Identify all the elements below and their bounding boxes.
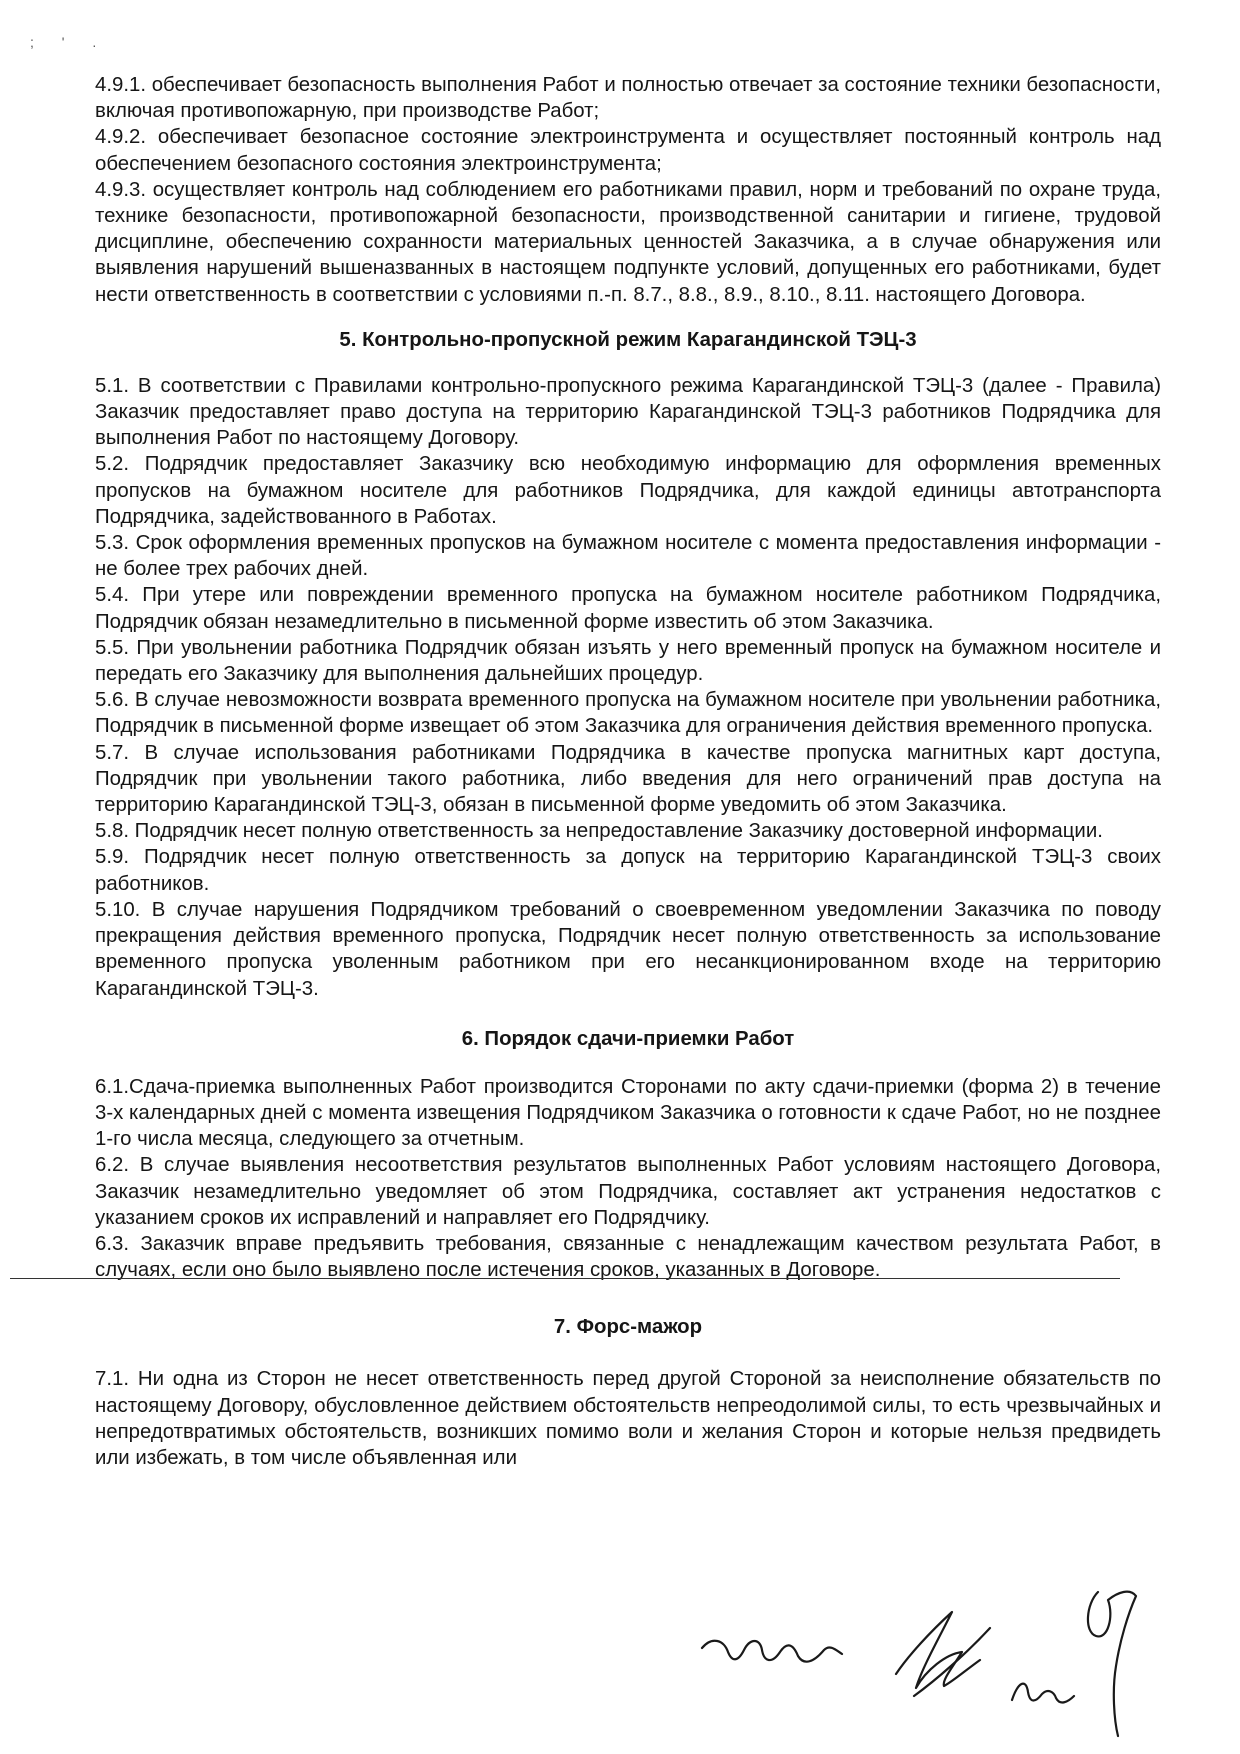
clause-4-9-1: 4.9.1. обеспечивает безопасность выполнения Работ и полностью отвечает за состояние техники безопасности, включая противопожарную, при производстве Работ;: [95, 74, 1161, 123]
section-5-heading: 5. Контрольно-пропускной режим Карагандинской ТЭЦ-3: [339, 328, 917, 351]
section-5: [95, 373, 1161, 1002]
clause-5-1: 5.1. В соответствии с Правилами контрольно-пропускного режима Карагандинской ТЭЦ-3 (далее - Правила) Заказчик предоставляет право доступа на территорию Карагандинской ТЭЦ-3 работников Подрядчика для выполнения Работ по настоящему Договору.: [95, 374, 1161, 450]
clause-6-2: 6.2. В случае выявления несоответствия результатов выполненных Работ условиям настоящего Договора, Заказчик незамедлительно уведомляет об этом Подрядчика, составляет акт устранения недостатков с указанием сроков их исправлений и направляет его Подрядчику.: [95, 1154, 1161, 1229]
clause-7-1: 7.1. Ни одна из Сторон не несет ответственность перед другой Стороной за неисполнение обязательств по настоящему Договору, обусловленное действием обстоятельств непреодолимой силы, то есть чрезвычайных и непредотвратимых обстоятельств, возникших помимо воли и желания Сторон и которые нельзя предвидеть или избежать, в том числе объявленная или: [95, 1368, 1161, 1469]
clause-5-4: 5.4. При утере или повреждении временного пропуска на бумажном носителе работником Подрядчика, Подрядчик обязан незамедлительно в письменной форме известить об этом Заказчика.: [95, 584, 1161, 633]
clause-5-7: 5.7. В случае использования работниками Подрядчика в качестве пропуска магнитных карт доступа, Подрядчик при увольнении такого работника, либо введения для него ограничений прав доступа на территорию Карагандинской ТЭЦ-3, обязан в письменной форме уведомить об этом Заказчика.: [95, 741, 1161, 817]
clause-5-3: 5.3. Срок оформления временных пропусков на бумажном носителе с момента предоставления информации - не более трех рабочих дней.: [95, 532, 1161, 581]
clause-5-10: 5.10. В случае нарушения Подрядчиком требований о своевременном уведомлении Заказчика по поводу прекращения действия временного пропуска, Подрядчик несет полную ответственность за использование временного пропуска уволенным работником при его несанкционированном входе на территорию Карагандинской ТЭЦ-3.: [95, 898, 1161, 1000]
section-7-heading: 7. Форс-мажор: [553, 1316, 703, 1339]
document-body: [95, 72, 1161, 1471]
section-6-heading: 6. Порядок сдачи-приемки Работ: [461, 1027, 795, 1050]
clause-4-9-3: 4.9.3. осуществляет контроль над соблюдением его работниками правил, норм и требований по охране труда, технике безопасности, противопожарной безопасности, производственной санитарии и гигиене, трудовой дисциплине, обеспечению сохранности материальных ценностей Заказчика, а в случае обнаружения или выявления нарушений вышеназванных в настоящем подпункте условий, допущенных его работниками, будет нести ответственность в соответствии с условиями п.-п. 8.7., 8.8., 8.9., 8.10., 8.11. настоящего Договора.: [95, 178, 1161, 306]
signature-3: [1012, 1684, 1074, 1703]
handwritten-signatures: [690, 1570, 1170, 1740]
clause-6-3: 6.3. Заказчик вправе предъявить требования, связанные с ненадлежащим качеством результата Работ, в случаях, если оно было выявлено после истечения сроков, указанных в Договоре.: [95, 1232, 1161, 1282]
horizontal-rule: [10, 1278, 1120, 1279]
section-4-tail: [95, 72, 1161, 308]
clause-5-2: 5.2. Подрядчик предоставляет Заказчику всю необходимую информацию для оформления временных пропусков на бумажном носителе для работников Подрядчика, для каждой единицы автотранспорта Подрядчика, задействованного в Работах.: [95, 453, 1161, 528]
section-6: [95, 1074, 1161, 1284]
scan-specks: ; ' .: [30, 34, 109, 50]
signature-4: [1088, 1592, 1136, 1736]
clause-5-9: 5.9. Подрядчик несет полную ответственность за допуск на территорию Карагандинской ТЭЦ-3 своих работников.: [95, 846, 1161, 895]
clause-6-1: 6.1.Сдача-приемка выполненных Работ производится Сторонами по акту сдачи-приемки (форма 2) в течение 3-х календарных дней с момента извещения Подрядчиком Заказчика о готовности к сдаче Работ, но не позднее 1-го числа месяца, следующего за отчетным.: [95, 1075, 1161, 1151]
clause-4-9-2: 4.9.2. обеспечивает безопасное состояние электроинструмента и осуществляет постоянный контроль над обеспечением безопасного состояния электроинструмента;: [95, 126, 1161, 175]
clause-5-8: 5.8. Подрядчик несет полную ответственность за непредоставление Заказчику достоверной информации.: [95, 820, 1103, 843]
clause-5-5: 5.5. При увольнении работника Подрядчик обязан изъять у него временный пропуск на бумажном носителе и передать его Заказчику для выполнения дальнейших процедур.: [95, 636, 1161, 686]
clause-5-6: 5.6. В случае невозможности возврата временного пропуска на бумажном носителе при увольнении работника, Подрядчик в письменной форме извещает об этом Заказчика для ограничения действия временного пропуска.: [95, 689, 1161, 738]
section-7: [95, 1366, 1161, 1471]
signature-initials-1: [702, 1641, 842, 1662]
